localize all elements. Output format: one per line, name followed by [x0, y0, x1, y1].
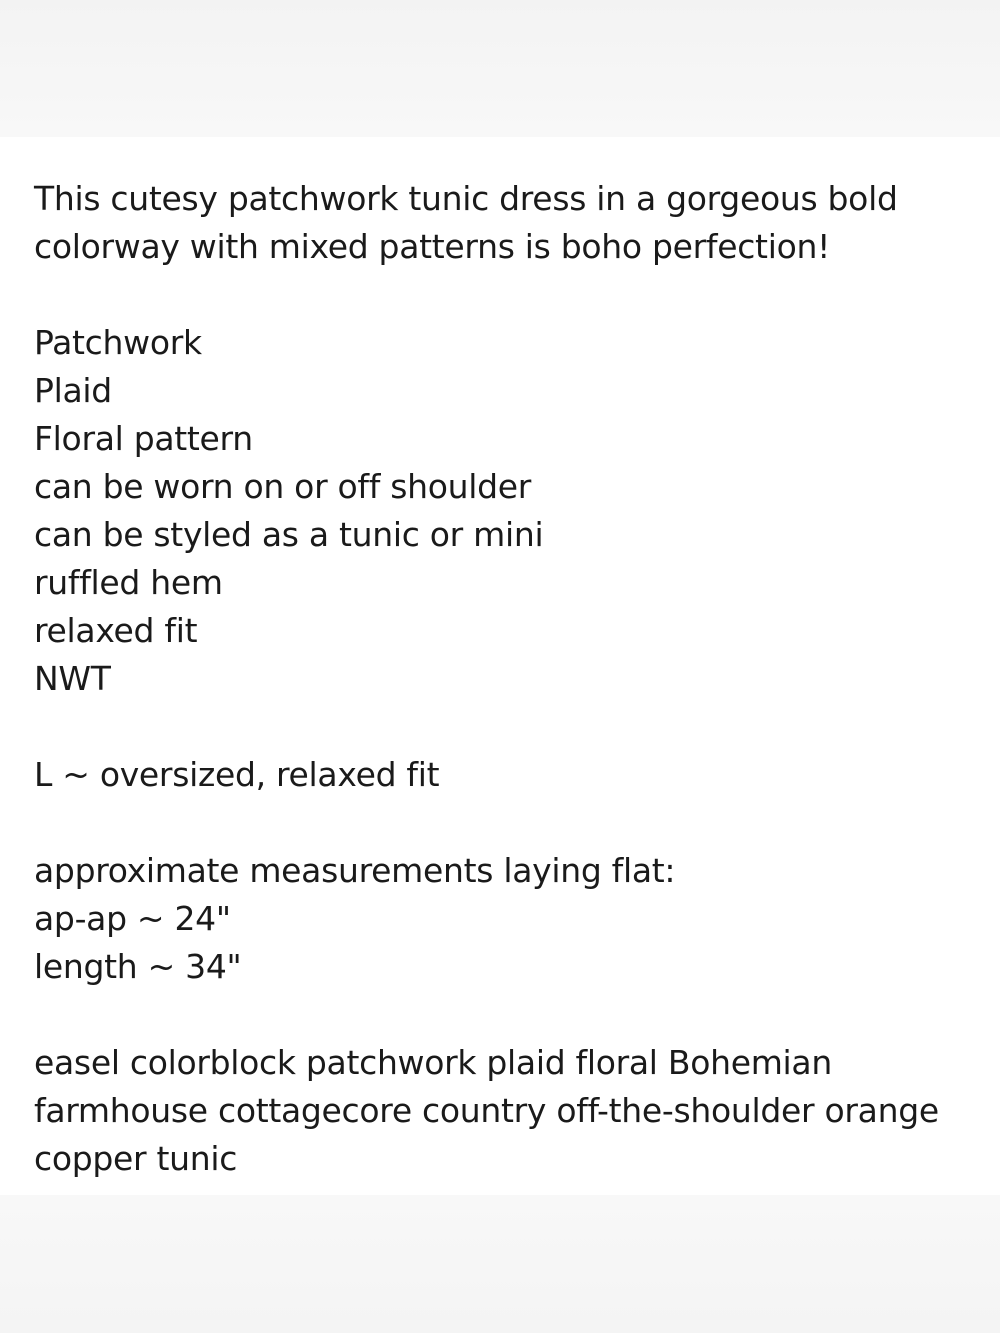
paragraph-gap — [34, 271, 974, 319]
paragraph-gap — [34, 991, 974, 1039]
listing-description — [34, 175, 974, 1183]
paragraph-gap — [34, 703, 974, 751]
feature-item: Plaid — [34, 371, 112, 410]
feature-item: ruffled hem — [34, 563, 223, 602]
intro-line: colorway with mixed patterns is boho perfection! — [34, 227, 831, 266]
intro-line: This cutesy patchwork tunic dress in a gorgeous bold — [34, 179, 898, 218]
measurement-item: length ~ 34" — [34, 947, 242, 986]
feature-item: NWT — [34, 659, 111, 698]
feature-item: Floral pattern — [34, 419, 253, 458]
feature-item: relaxed fit — [34, 611, 198, 650]
size-line: L ~ oversized, relaxed fit — [34, 755, 440, 794]
measurement-item: ap-ap ~ 24" — [34, 899, 231, 938]
feature-item: can be worn on or off shoulder — [34, 467, 532, 506]
feature-item: Patchwork — [34, 323, 202, 362]
tags-line: farmhouse cottagecore country off-the-shoulder orange — [34, 1091, 939, 1130]
top-margin — [0, 0, 1000, 137]
bottom-margin — [0, 1195, 1000, 1333]
feature-item: can be styled as a tunic or mini — [34, 515, 544, 554]
measurements-heading: approximate measurements laying flat: — [34, 851, 676, 890]
tags-line: copper tunic — [34, 1139, 238, 1178]
tags-line: easel colorblock patchwork plaid floral Bohemian — [34, 1043, 832, 1082]
paragraph-gap — [34, 799, 974, 847]
